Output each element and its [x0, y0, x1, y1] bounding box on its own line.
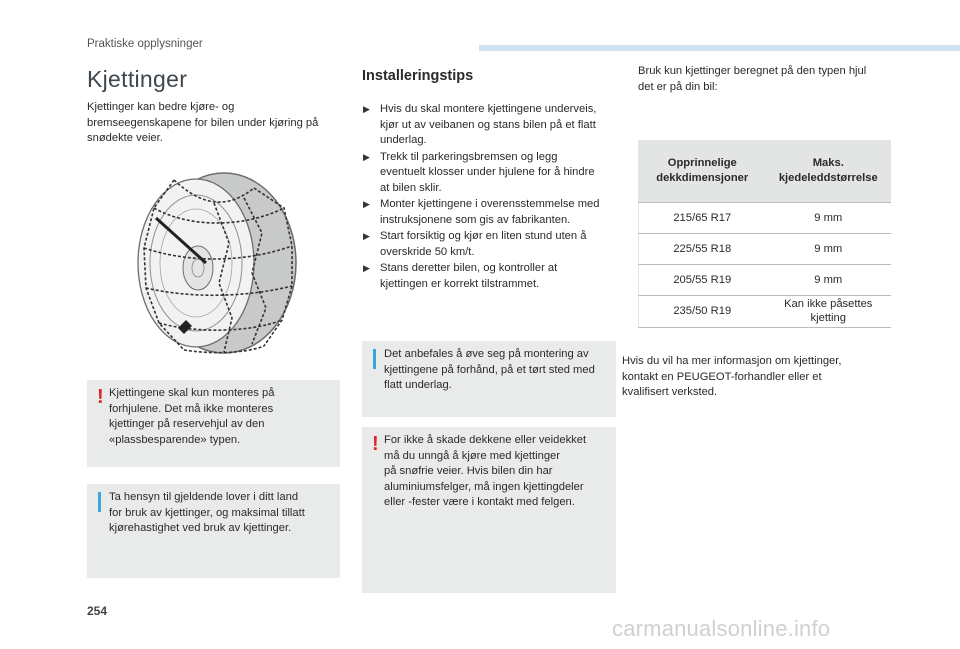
table-cell: 225/55 R18	[639, 233, 766, 264]
warning-line: Kjettingene skal kun monteres på	[109, 387, 275, 399]
column-2	[362, 64, 616, 293]
tip-item	[362, 229, 616, 260]
bullet-icon: ▶	[363, 199, 370, 209]
info-box-practice	[362, 341, 616, 417]
column-3-intro	[638, 64, 908, 95]
bullet-icon: ▶	[363, 263, 370, 273]
tips-list	[362, 102, 616, 292]
column-1	[87, 64, 340, 147]
table-cell: 205/55 R19	[639, 264, 766, 295]
tip-item	[362, 102, 616, 149]
info-icon	[98, 492, 101, 512]
intro-text	[87, 100, 340, 147]
warning-line: eller -fester være i kontakt med felgen.	[384, 496, 575, 508]
info-line: kjettingene på forhånd, på et tørt sted med	[384, 363, 595, 376]
tip-line: Trekk til parkeringsbremsen og legg	[380, 150, 558, 163]
outro-line: kontakt en PEUGEOT-forhandler eller et	[622, 370, 822, 383]
section-title: Installeringstips	[362, 68, 474, 84]
page-number: 254	[87, 604, 108, 618]
warning-line: aluminiumsfelger, må ingen kjettingdeler	[384, 480, 584, 493]
table-header: Opprinnelige dekkdimensjoner	[639, 140, 766, 202]
table-row	[639, 264, 892, 295]
table-header-row	[639, 140, 892, 202]
table-cell: 9 mm	[766, 233, 892, 264]
outro-line: Hvis du vil ha mer informasjon om kjettinger,	[622, 355, 842, 367]
tip-item	[362, 197, 616, 228]
tip-line: kjettingen er korrekt tilstrammet.	[380, 277, 540, 290]
bullet-icon: ▶	[363, 151, 370, 162]
warning-line: kjettinger på reservehjul av den	[109, 418, 265, 430]
table-cell: 9 mm	[766, 202, 892, 233]
warning-line: For ikke å skade dekkene eller veidekket	[384, 434, 587, 446]
tip-item	[362, 150, 616, 197]
tip-line: Stans deretter bilen, og kontroller at	[380, 262, 558, 274]
header-accent-bar	[479, 45, 960, 51]
table-cell: Kan ikke påsettes kjetting	[766, 295, 892, 327]
tip-line: underlag.	[380, 134, 427, 146]
table-row	[639, 233, 892, 264]
intro-line: snødekte veier.	[87, 132, 163, 144]
tip-line: Start forsiktig og kjør en liten stund uten å	[380, 230, 587, 242]
tire-dimension-table	[638, 140, 891, 328]
info-icon	[373, 349, 376, 369]
page-title: Kjettinger	[87, 66, 188, 92]
intro-line: Kjettinger kan bedre kjøre- og	[87, 101, 235, 113]
outro-line: kvalifisert verksted.	[622, 386, 718, 398]
bullet-icon: ▶	[363, 104, 370, 114]
info-line: kjørehastighet ved bruk av kjettinger.	[109, 522, 292, 534]
warning-line: må du unngå å kjøre med kjettinger	[384, 449, 560, 462]
tire-with-chain-illustration	[134, 168, 300, 358]
table-row	[639, 295, 892, 327]
column-3-outro	[622, 354, 892, 401]
table-cell: 235/50 R19	[639, 295, 766, 327]
tip-line: Hvis du skal montere kjettingene underveis,	[380, 103, 597, 115]
tip-item	[362, 261, 616, 292]
tip-line: at bilen sklir.	[380, 181, 442, 194]
tip-line: Monter kjettingene i overensstemmelse med	[380, 198, 600, 210]
intro-line: bremseegenskapene for bilen under kjøring på	[87, 116, 319, 129]
tip-line: eventuelt klosser under hjulene for å hindre	[380, 166, 595, 178]
info-line: Det anbefales å øve seg på montering av	[384, 348, 589, 360]
section-header: Praktiske opplysninger	[87, 38, 203, 50]
intro-line: Bruk kun kjettinger beregnet på den typen hjul	[638, 65, 867, 77]
intro-line: det er på din bil:	[638, 80, 718, 93]
warning-icon: !	[372, 433, 379, 455]
bullet-icon: ▶	[363, 231, 370, 241]
info-line: for bruk av kjettinger, og maksimal tillatt	[109, 506, 305, 519]
warning-line: forhjulene. Det må ikke monteres	[109, 402, 274, 415]
warning-line: på snøfrie veier. Hvis bilen din har	[384, 465, 553, 477]
info-line: flatt underlag.	[384, 379, 452, 391]
table-header: Maks. kjedeleddstørrelse	[766, 140, 892, 202]
info-line: Ta hensyn til gjeldende lover i ditt land	[109, 491, 299, 503]
table-cell: 215/65 R17	[639, 202, 766, 233]
warning-box-front-wheels	[87, 380, 340, 467]
tip-line: overskride 50 km/t.	[380, 245, 475, 258]
warning-box-snowfree-roads	[362, 427, 616, 593]
warning-line: «plassbesparende» typen.	[109, 433, 241, 446]
tip-line: instruksjonene som gis av fabrikanten.	[380, 213, 571, 226]
warning-icon: !	[97, 386, 104, 408]
tip-line: kjør ut av veibanen og stans bilen på et flatt	[380, 118, 596, 131]
table-cell: 9 mm	[766, 264, 892, 295]
table-row	[639, 202, 892, 233]
watermark: carmanualsonline.info	[612, 616, 831, 641]
info-box-legislation	[87, 484, 340, 578]
